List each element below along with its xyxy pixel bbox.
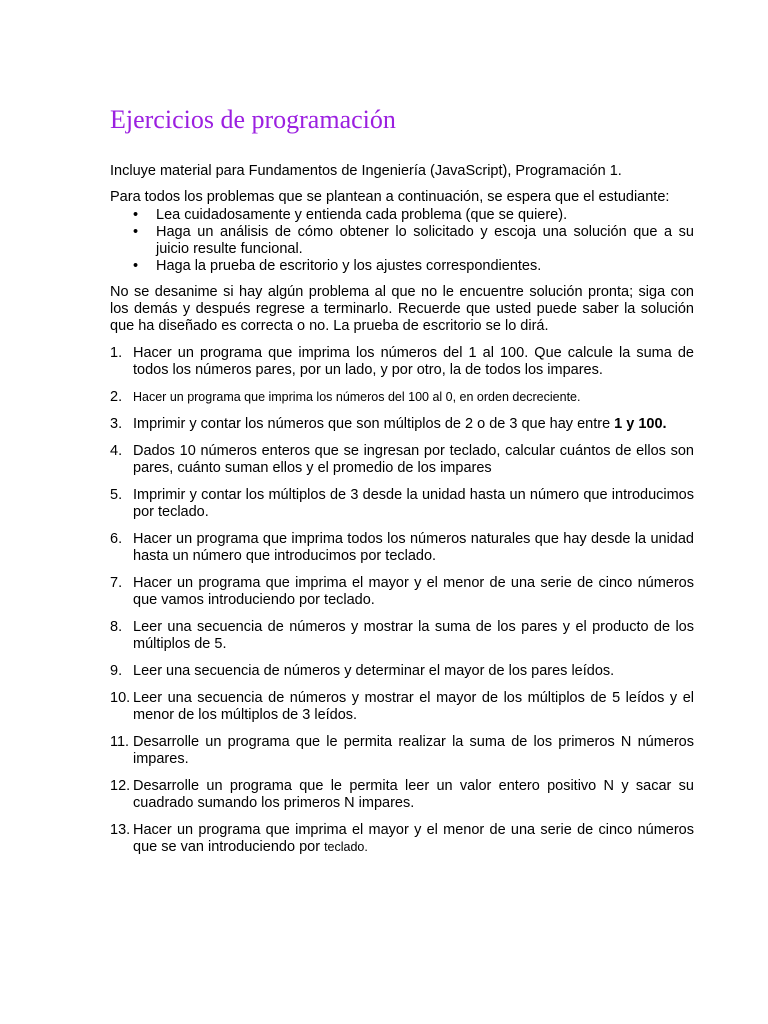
exercise-item: 11. Desarrolle un programa que le permita realizar la suma de los primeros N números impares. (110, 734, 694, 767)
intro-paragraph: Incluye material para Fundamentos de Ingeniería (JavaScript), Programación 1. (110, 163, 622, 179)
list-item: • Haga un análisis de cómo obtener lo solicitado y escoja una solución que a su juicio resulte funcional. (133, 224, 694, 257)
exercise-list (110, 345, 694, 856)
requirements-list (110, 207, 694, 275)
list-item: • Haga la prueba de escritorio y los ajustes correspondientes. (133, 258, 542, 274)
range-emphasis: 1 y 100. (614, 416, 667, 432)
lead-paragraph: Para todos los problemas que se plantean a continuación, se espera que el estudiante: (110, 189, 670, 205)
advice-paragraph: No se desanime si hay algún problema al que no le encuentre solución pronta; siga con los demás y después regrese a terminarlo. Recuerde que usted puede saber la solución que ha diseñado es correcta o no. La prueba de escritorio se lo dirá. (110, 284, 694, 334)
list-item: • Lea cuidadosamente y entienda cada problema (que se quiere). (133, 207, 568, 223)
bullet-icon: • (133, 207, 139, 223)
exercise-item: 7. Hacer un programa que imprima el mayor y el menor de una serie de cinco números que vamos introduciendo por teclado. (110, 575, 694, 608)
exercise-item: 5. Imprimir y contar los múltiplos de 3 desde la unidad hasta un número que introducimos por teclado. (110, 487, 694, 520)
exercise-item: 12. Desarrolle un programa que le permita leer un valor entero positivo N y sacar su cuadrado sumando los primeros N impares. (110, 778, 694, 811)
exercise-item: 1. Hacer un programa que imprima los números del 1 al 100. Que calcule la suma de todos los números pares, por un lado, y por otro, la de todos los impares. (110, 345, 694, 378)
exercise-item: 4. Dados 10 números enteros que se ingresan por teclado, calcular cuántos de ellos son pares, cuánto suman ellos y el promedio de los impares (110, 443, 694, 476)
exercise-item: 6. Hacer un programa que imprima todos los números naturales que hay desde la unidad hasta un número que introducimos por teclado. (110, 531, 694, 564)
bullet-icon: • (133, 224, 139, 240)
page-title: Ejercicios de programación (110, 105, 396, 134)
exercise-item: 13. Hacer un programa que imprima el mayor y el menor de una serie de cinco números que se van introduciendo por teclado. (110, 822, 694, 855)
bullet-icon: • (133, 258, 139, 274)
exercise-item: 2. Hacer un programa que imprima los números del 100 al 0, en orden decreciente. (110, 389, 581, 405)
exercise-item: 10. Leer una secuencia de números y mostrar el mayor de los múltiplos de 5 leídos y el menor de los múltiplos de 3 leídos. (110, 690, 694, 723)
exercise-item: 8. Leer una secuencia de números y mostrar la suma de los pares y el producto de los múltiplos de 5. (110, 619, 694, 652)
exercise-item: 3. Imprimir y contar los números que son múltiplos de 2 o de 3 que hay entre 1 y 100. (110, 416, 667, 432)
exercise-item: 9. Leer una secuencia de números y determinar el mayor de los pares leídos. (110, 663, 615, 679)
